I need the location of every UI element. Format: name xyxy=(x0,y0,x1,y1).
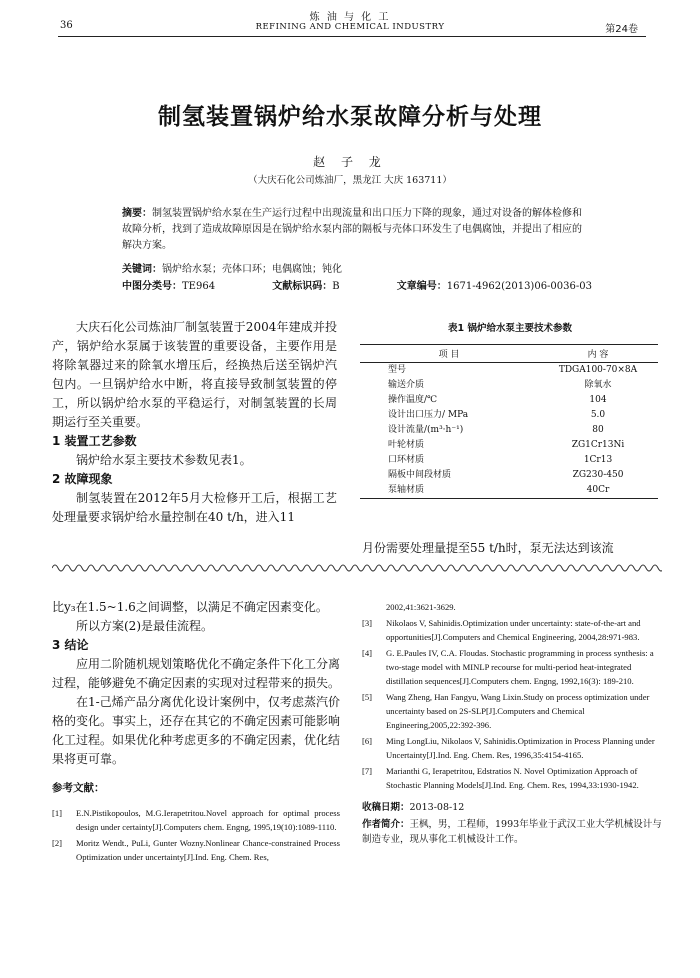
table-cell-item: 口环材质 xyxy=(388,455,425,465)
reference-text: 2002,41:3621-3629. xyxy=(386,602,456,612)
table-cell-item: 操作温度/℃ xyxy=(388,395,438,405)
table-cell-item: 设计出口压力/ MPa xyxy=(388,410,469,420)
reference-number xyxy=(362,600,386,614)
section-heading-2: 2 故障现象 xyxy=(52,472,113,486)
page-number: 36 xyxy=(60,20,73,31)
reference-item xyxy=(362,734,662,762)
header-rule xyxy=(58,36,646,37)
table-caption: 表1 锅炉给水泵主要技术参数 xyxy=(448,323,572,334)
table-cell-value: 除氧水 xyxy=(584,380,612,390)
table-cell-value: ZG1Cr13Ni xyxy=(571,440,625,450)
table-cell-value: 104 xyxy=(589,395,607,405)
reference-text: G. E.Paules IV, C.A. Floudas. Stochastic programming in process synthesis: a two-stage model with MINLP recourse for multi-period heat-integrated distillation sequences[J].Computers chem. Engng, 1992,16(3): 189-210. xyxy=(386,648,654,686)
reference-number: [4] xyxy=(362,648,373,658)
reference-text: Moritz Wendt., PuLi, Gunter Wozny.Nonlinear Chance-constrained Process Optimization under uncertainty[J].Ind. Eng. Chem. Res, xyxy=(76,838,340,862)
article-title: 制氢装置锅炉给水泵故障分析与处理 xyxy=(158,104,542,130)
journal-title-cn: 炼 油 与 化 工 xyxy=(309,12,391,23)
table-cell-value: 5.0 xyxy=(590,410,606,420)
table-body xyxy=(360,363,658,499)
reference-item xyxy=(362,690,662,732)
table-row xyxy=(360,468,658,483)
section-1-paragraph: 锅炉给水泵主要技术参数见表1。 xyxy=(76,453,252,467)
table-row xyxy=(360,453,658,468)
conclusion-paragraph-1: 应用二阶随机规划策略优化不确定条件下化工分离过程，能够避免不确定因素的实现对过程带来的损失。 xyxy=(52,657,341,690)
volume-label: 第24卷 xyxy=(605,24,638,35)
reference-number: [1] xyxy=(52,808,63,818)
reference-text: Nikolaos V, Sahinidis.Optimization under uncertainty: state-of-the-art and opportunities[J].Computers and Chemical Engineering, 2004,28:971-983. xyxy=(386,618,641,642)
reference-text: E.N.Pistikopoulos, M.G.Ierapetritou.Novel approach for optimal process design under certainty[J].Computers chem. Engng, 1995,19(10):1089-1110. xyxy=(76,808,340,832)
classification-row xyxy=(122,279,592,295)
received-date: 收稿日期：2013-08-12 xyxy=(362,802,465,813)
keywords-text: 锅炉给水泵；壳体口环；电偶腐蚀；钝化 xyxy=(162,264,342,275)
body-upper-left xyxy=(52,318,337,527)
table-cell-item: 输送介质 xyxy=(388,380,425,390)
document-code: 文献标识码：B xyxy=(272,281,340,292)
table-cell-value: 80 xyxy=(592,425,604,435)
table-header-row xyxy=(360,345,658,363)
table-row xyxy=(360,408,658,423)
references-list-left xyxy=(52,806,340,864)
section-heading-1: 1 装置工艺参数 xyxy=(52,434,137,448)
table-cell-value: 1Cr13 xyxy=(583,455,613,465)
intro-paragraph: 大庆石化公司炼油厂制氢装置于2004年建成并投产，锅炉给水泵属于该装置的重要设备，主要作用是将除氧器过来的除氧水增压后，经换热后送至锅炉汽包内。一旦锅炉给水中断，将直接导致制氢装置的停工，所以锅炉给水泵的平稳运行，对制氢装置的长周期运行至关重要。 xyxy=(52,320,337,429)
table-cell-value: ZG230-450 xyxy=(572,470,624,480)
references-heading: 参考文献： xyxy=(52,782,105,794)
reference-number: [6] xyxy=(362,736,373,746)
reference-text: Marianthi G, Ierapetritou, Edstratios N. Novel Optimization Approach of Stochastic Planning Models[J].Ind. Eng. Chem. Res, 1994,33:1930-1942. xyxy=(386,766,639,790)
abstract-text: 制氢装置锅炉给水泵在生产运行过程中出现流量和出口压力下降的现象，通过对设备的解体检修和故障分析，找到了造成故障原因是在锅炉给水泵内部的隔板与壳体口环发生了电偶腐蚀，并提出了相应的解决方案。 xyxy=(122,208,582,251)
page-break-wave xyxy=(52,560,662,576)
table-col-content: 内 容 xyxy=(538,345,658,363)
reference-number: [7] xyxy=(362,766,373,776)
author-affiliation: （大庆石化公司炼油厂，黑龙江 大庆 163711） xyxy=(248,175,452,186)
reference-item xyxy=(52,806,340,834)
abstract-label: 摘要： xyxy=(122,208,152,219)
parameters-table xyxy=(360,344,658,499)
section-heading-3: 3 结论 xyxy=(52,638,89,652)
table-row xyxy=(360,423,658,438)
reference-number: [3] xyxy=(362,618,373,628)
class-number: 中图分类号：TE964 xyxy=(122,281,216,292)
table-row xyxy=(360,378,658,393)
table-row xyxy=(360,393,658,408)
section-2-paragraph: 制氢装置在2012年5月大检修开工后，根据工艺处理量要求锅炉给水量控制在40 t/h，进入11 xyxy=(52,491,337,524)
table-row xyxy=(360,363,658,379)
article-number: 文章编号：1671-4962(2013)06-0036-03 xyxy=(396,281,592,292)
reference-number: [2] xyxy=(52,838,63,848)
table-cell-item: 泵轴材质 xyxy=(360,483,538,499)
reference-text: Wang Zheng, Han Fangyu, Wang Lixin.Study on process optimization under uncertainty based on 2S-SLP[J].Computers and Chemical Engineering,2005,22:392-396. xyxy=(386,692,650,730)
reference-item xyxy=(362,600,662,614)
body-lower-right xyxy=(362,600,662,847)
conclusion-paragraph-2: 在1-己烯产品分离优化设计案例中，仅考虑蒸汽价格的变化。事实上，还存在其它的不确定因素可能影响化工过程。如果优化种考虑更多的不确定因素，优化结果将更可靠。 xyxy=(52,695,341,766)
table-cell-value: TDGA100-70×8A xyxy=(558,365,638,375)
table-cell-item: 叶轮材质 xyxy=(388,440,425,450)
keywords-label: 关键词： xyxy=(122,264,162,275)
abstract xyxy=(122,206,584,254)
journal-title-en: REFINING AND CHEMICAL INDUSTRY xyxy=(255,22,445,32)
table-row xyxy=(360,483,658,499)
reference-item xyxy=(52,836,340,864)
table-col-item: 项 目 xyxy=(360,345,538,363)
author-name: 赵 子 龙 xyxy=(313,155,387,169)
references-list-right xyxy=(362,600,662,792)
section-2-continuation: 月份需要处理量提至55 t/h时，泵无法达到该流 xyxy=(362,541,614,555)
continuation-paragraph: 比y₃在1.5~1.6之间调整，以满足不确定因素变化。 xyxy=(52,600,328,614)
keywords xyxy=(122,262,584,278)
table-cell-value: 40Cr xyxy=(538,483,658,499)
table-row xyxy=(360,438,658,453)
reference-number: [5] xyxy=(362,692,373,702)
reference-item xyxy=(362,646,662,688)
author-bio: 作者简介：王枫，男，工程师，1993年毕业于武汉工业大学机械设计与制造专业，现从事化工机械设计工作。 xyxy=(362,819,662,845)
table-cell-item: 隔板中间段材质 xyxy=(388,470,452,480)
reference-item xyxy=(362,764,662,792)
table-cell-item: 型号 xyxy=(388,365,407,375)
reference-item xyxy=(362,616,662,644)
reference-text: Ming LongLiu, Nikolaos V, Sahinidis.Optimization in Process Planning under Uncertainty[J].Ind. Eng. Chem. Res, 1996,35:4154-4165. xyxy=(386,736,655,760)
table-cell-item: 设计流量/(m³·h⁻¹) xyxy=(388,425,464,435)
body-lower-left xyxy=(52,598,340,866)
best-scheme-paragraph: 所以方案(2)是最佳流程。 xyxy=(76,619,213,633)
